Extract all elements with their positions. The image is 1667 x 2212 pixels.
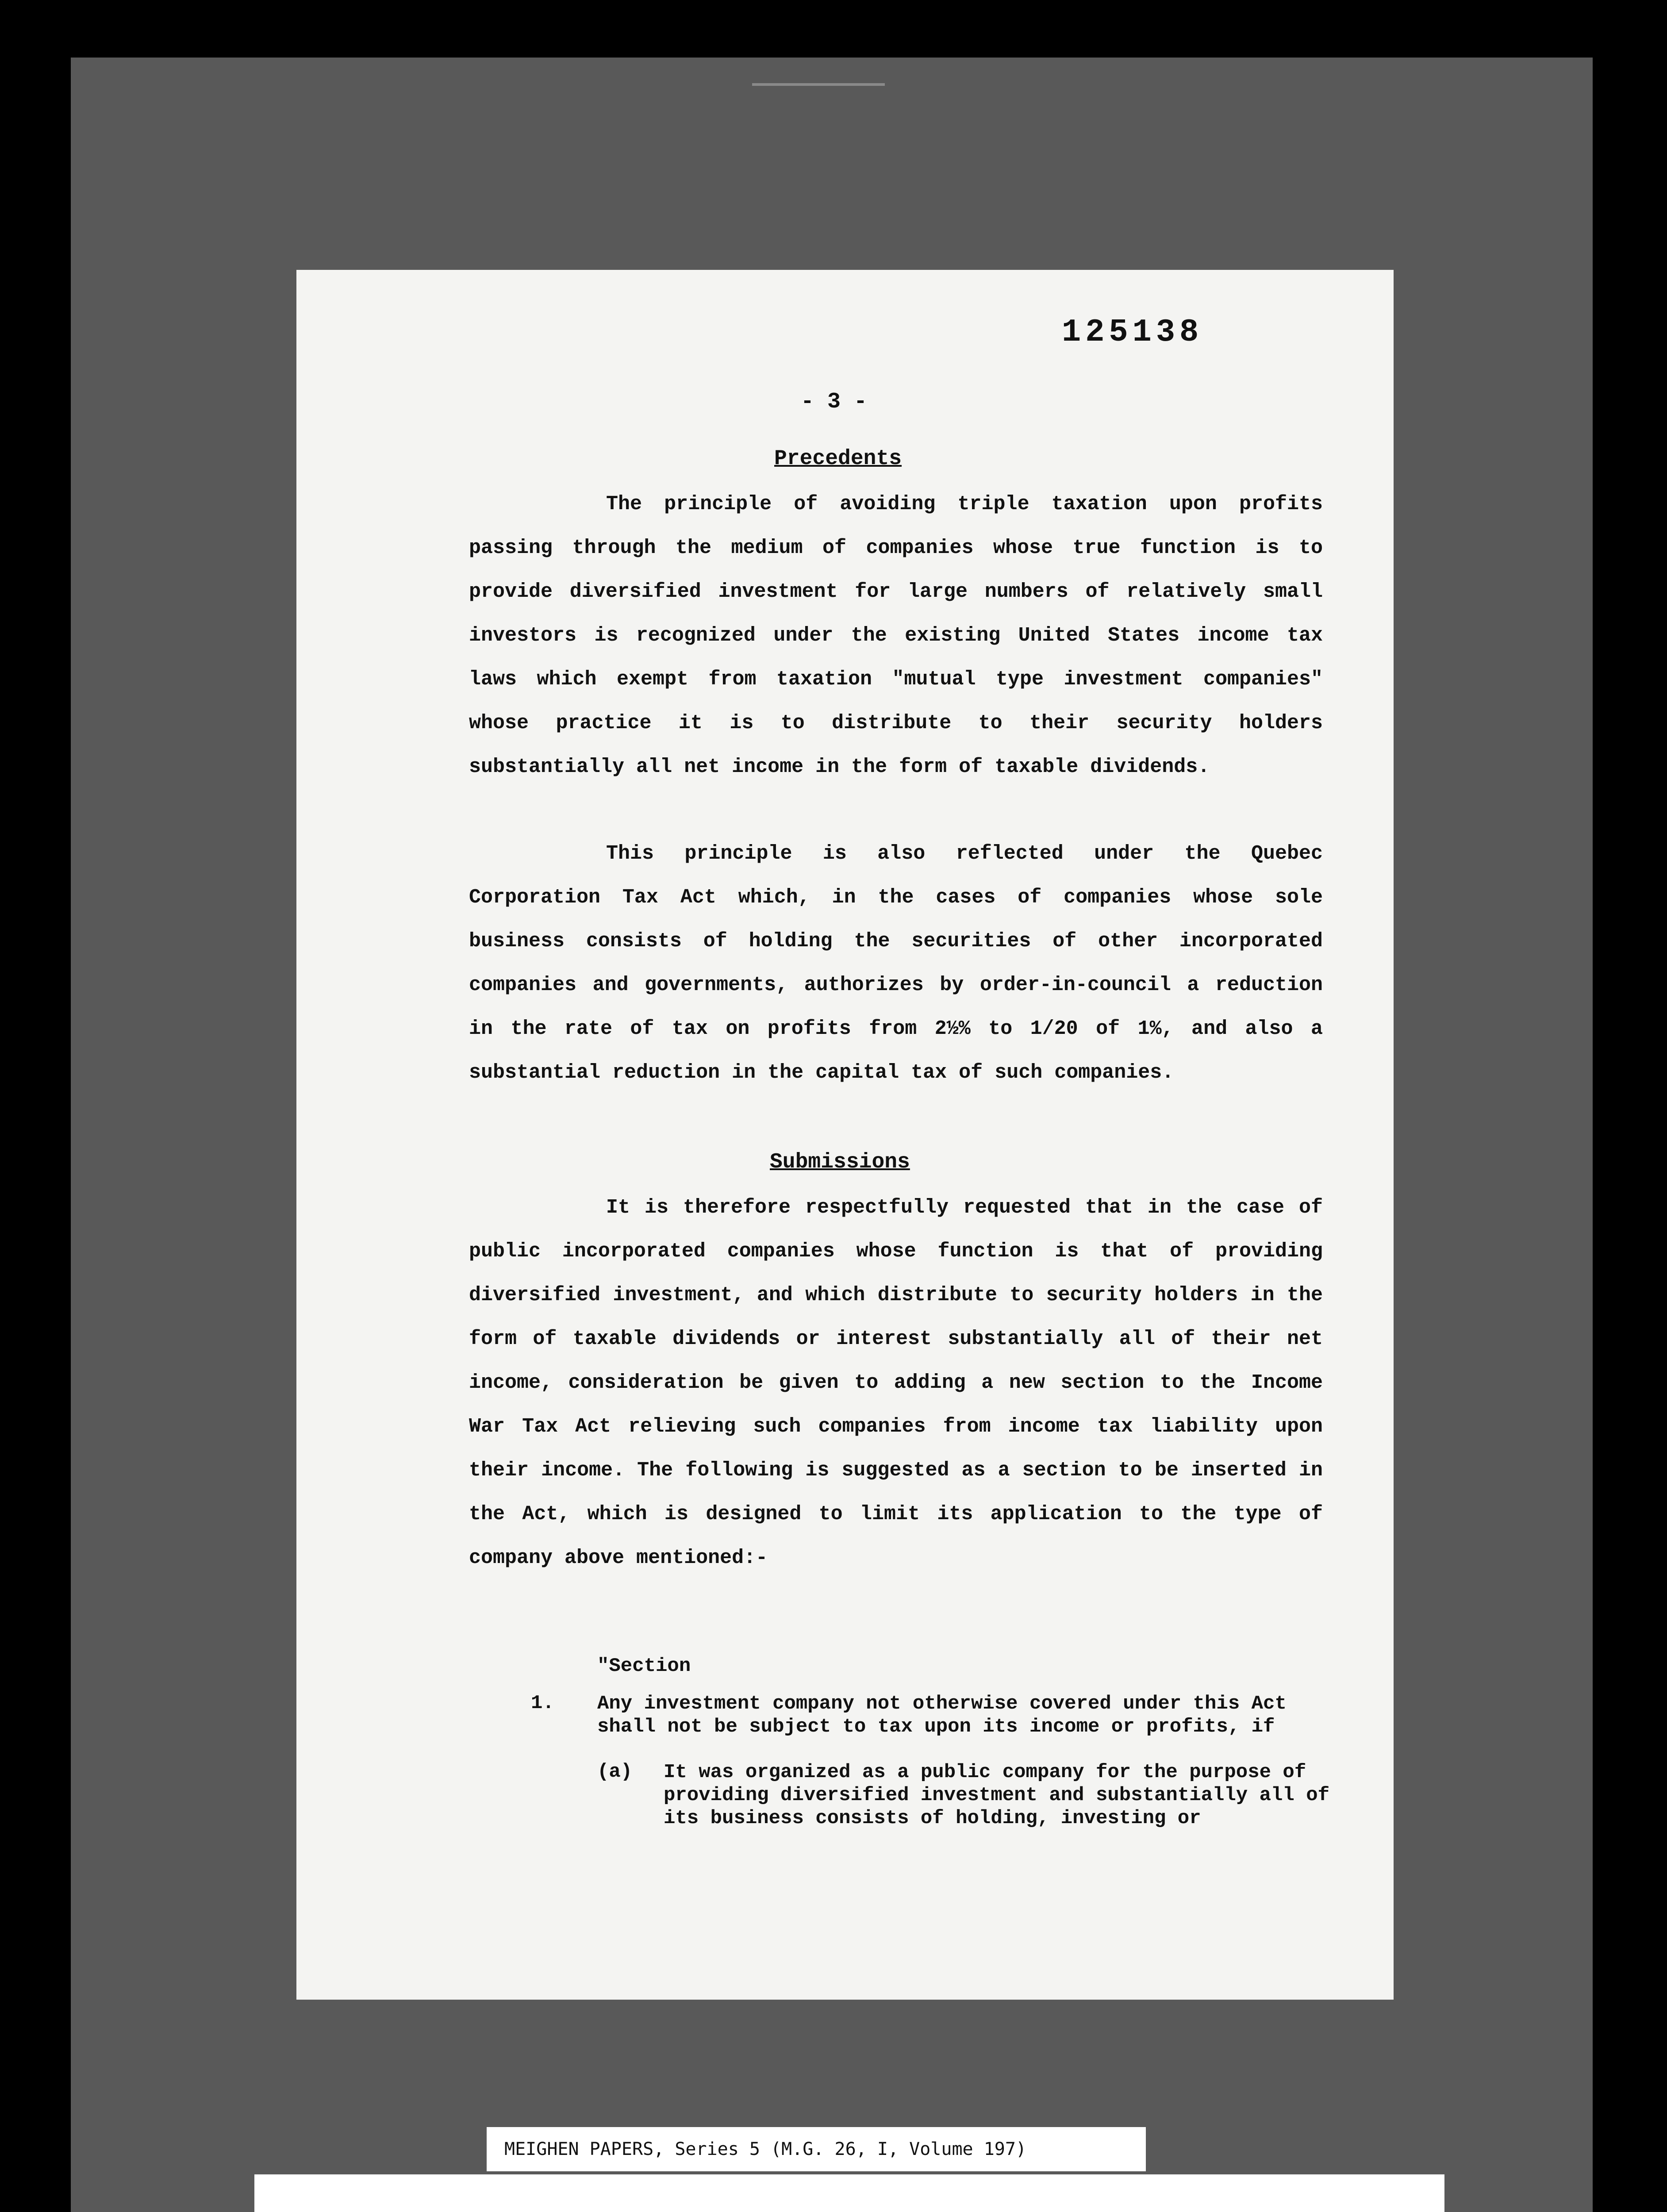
section-label: "Section bbox=[597, 1655, 691, 1677]
heading-precedents: Precedents bbox=[774, 447, 902, 471]
paragraph-precedents-2: This principle is also reflected under the Quebec Corporation Tax Act which, in the cases of companies whose sole business consists of holding the securities of other incorporated companies and governments, authorizes by order-in-council a reduction in the rate of tax on profits from 2½% to 1/20 of 1%, and also a substantial reduction in the capital tax of such companies. bbox=[469, 842, 1323, 1084]
document-number: 125138 bbox=[1062, 314, 1203, 350]
collection-label: MEIGHEN PAPERS, Series 5 (M.G. 26, I, Volume 197) bbox=[487, 2127, 1146, 2171]
page-number: - 3 - bbox=[801, 389, 868, 415]
subclause-a-text: It was organized as a public company for the purpose of providing diversified investment and substantially all of its business consists of holding, investing or bbox=[664, 1761, 1330, 1829]
scan-mark bbox=[752, 83, 885, 86]
paragraph-submissions: It is therefore respectfully requested that in the case of public incorporated companies whose function is that of providing diversified investment, and which distribute to security holders in the form of taxable dividends or interest substantially all of their net income, consideration be given to adding a new section to the Income War Tax Act relieving such companies from income tax liability upon their income. The following is suggested as a section to be inserted in the Act, which is designed to limit its application to the type of company above mentioned:- bbox=[469, 1196, 1323, 1569]
heading-submissions: Submissions bbox=[770, 1150, 910, 1174]
subclause-a-label: (a) bbox=[597, 1761, 633, 1783]
clause-1-text: Any investment company not otherwise covered under this Act shall not be subject to tax upon its income or profits, if bbox=[597, 1693, 1287, 1738]
paragraph-precedents-1: The principle of avoiding triple taxation upon profits passing through the medium of companies whose true function is to provide diversified investment for large numbers of relatively small investors is recognized under the existing United States income tax laws which exempt from taxation "mutual type investment companies" whose practice it is to distribute to their security holders substantially all net income in the form of taxable dividends. bbox=[469, 493, 1323, 778]
document-page bbox=[296, 270, 1394, 2000]
archives-card bbox=[254, 2174, 1444, 2212]
clause-1-number: 1. bbox=[531, 1692, 554, 1714]
